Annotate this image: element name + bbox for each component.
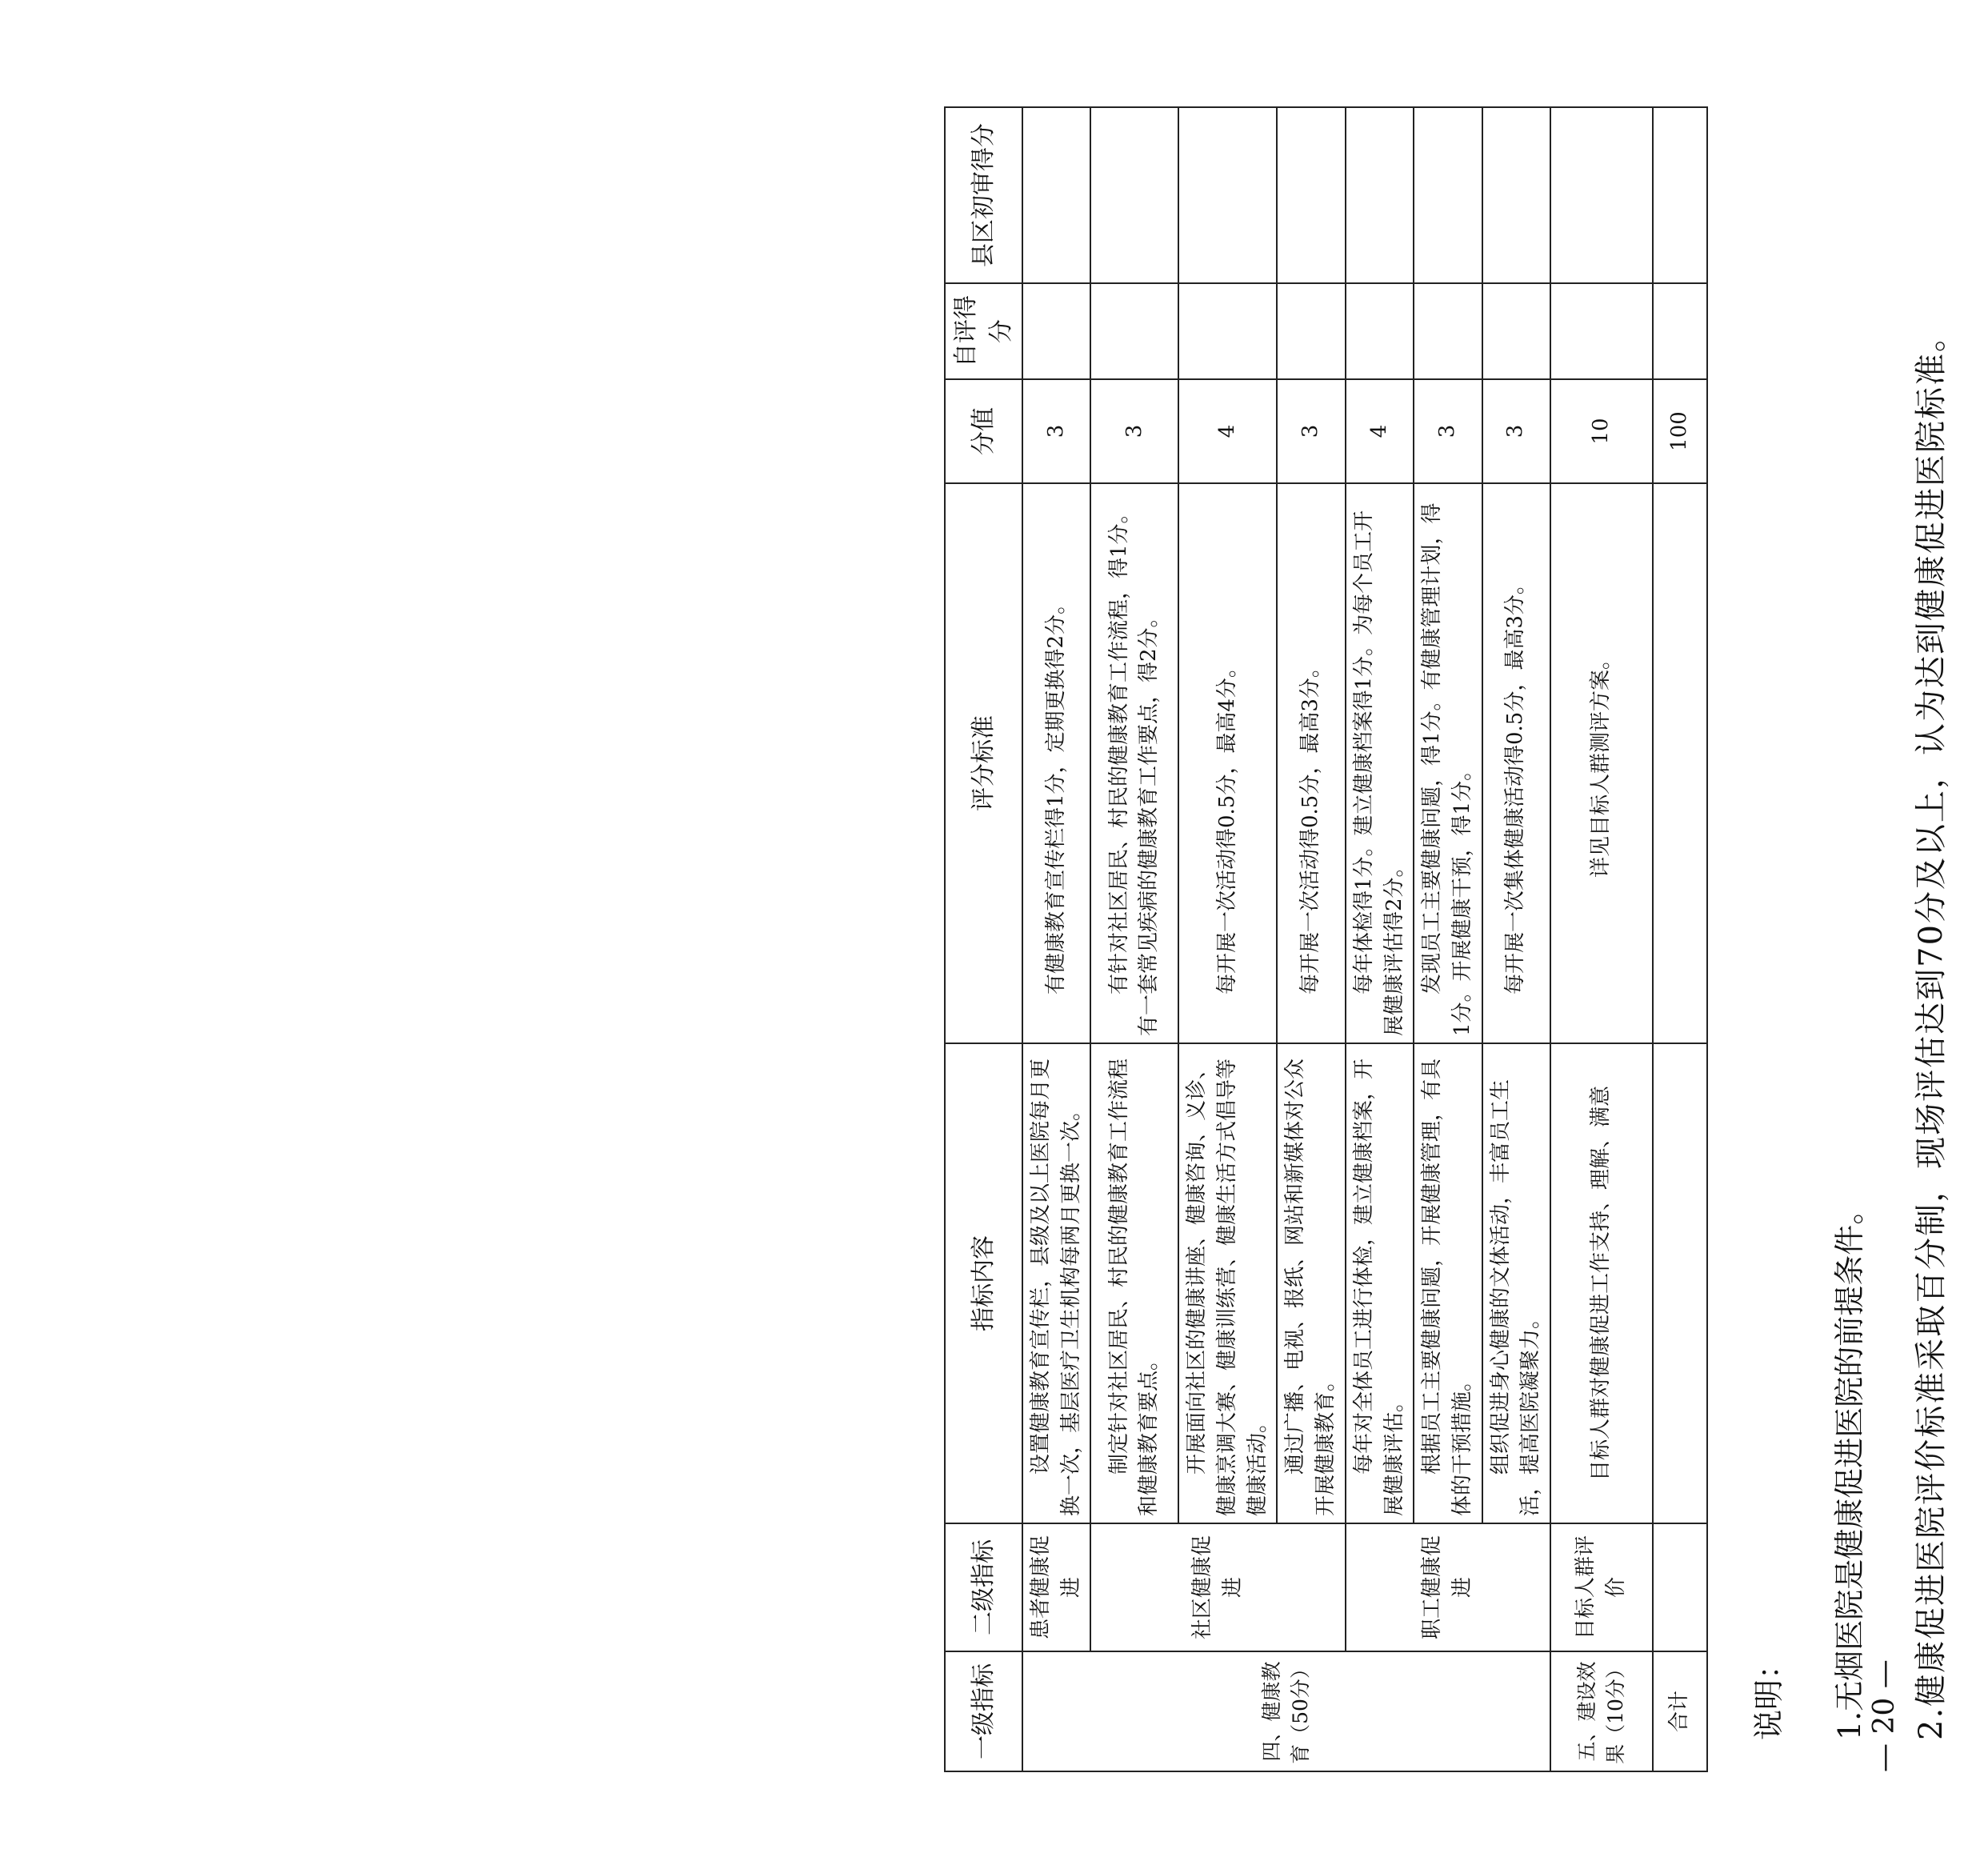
county-score-cell — [1482, 107, 1550, 283]
header-self-score: 自评得分 — [945, 283, 1022, 379]
header-criteria: 评分标准 — [945, 483, 1022, 1043]
content-cell: 每年对全体员工进行体检，建立健康档案，开展健康评估。 — [1346, 1043, 1414, 1523]
county-score-cell — [1414, 107, 1482, 283]
criteria-cell — [1653, 483, 1707, 1043]
county-score-cell — [1653, 107, 1707, 283]
self-score-cell — [1090, 283, 1178, 379]
level2-cell — [1653, 1523, 1707, 1651]
self-score-cell — [1346, 283, 1414, 379]
score-cell: 3 — [1482, 379, 1550, 483]
header-score: 分值 — [945, 379, 1022, 483]
notes-heading: 说明： — [1751, 1648, 1786, 1740]
total-score: 100 — [1653, 379, 1707, 483]
level2-cell: 职工健康促进 — [1346, 1523, 1550, 1651]
page-number: — 20 — — [1868, 1659, 1901, 1772]
score-cell: 4 — [1346, 379, 1414, 483]
county-score-cell — [1178, 107, 1277, 283]
score-cell: 4 — [1178, 379, 1277, 483]
criteria-cell: 有针对社区居民、村民的健康教育工作流程，得1分。有一套常见疾病的健康教育工作要点，得2分。 — [1090, 483, 1178, 1043]
self-score-cell — [1550, 283, 1653, 379]
criteria-cell: 发现员工主要健康问题，得1分。有健康管理计划，得1分。开展健康干预，得1分。 — [1414, 483, 1482, 1043]
total-label: 合计 — [1653, 1651, 1707, 1771]
rotated-page — [944, 108, 1950, 1772]
note-item: 1.无烟医院是健康促进医院的前提条件。 — [1832, 1194, 1867, 1740]
score-cell: 10 — [1550, 379, 1653, 483]
level1-construction-effect: 五、建设效果（10分） — [1550, 1651, 1653, 1771]
level2-cell: 社区健康促进 — [1090, 1523, 1345, 1651]
table-row — [1414, 107, 1482, 1771]
self-score-cell — [1653, 283, 1707, 379]
table-row — [1277, 107, 1345, 1771]
county-score-cell — [1346, 107, 1414, 283]
self-score-cell — [1022, 283, 1090, 379]
criteria-cell: 每开展一次集体健康活动得0.5分，最高3分。 — [1482, 483, 1550, 1043]
content-cell: 开展面向社区的健康讲座、健康咨询、义诊、健康烹调大赛、健康训练营、健康生活方式倡导等健康活动。 — [1178, 1043, 1277, 1523]
score-cell: 3 — [1414, 379, 1482, 483]
criteria-cell: 有健康教育宣传栏得1分，定期更换得2分。 — [1022, 483, 1090, 1043]
header-level1: 一级指标 — [945, 1651, 1022, 1771]
content-cell: 组织促进身心健康的文体活动，丰富员工生活，提高医院凝聚力。 — [1482, 1043, 1550, 1523]
criteria-cell: 详见目标人群测评方案。 — [1550, 483, 1653, 1043]
score-cell: 3 — [1022, 379, 1090, 483]
table-row — [1482, 107, 1550, 1771]
table-row — [1178, 107, 1277, 1771]
content-cell: 设置健康教育宣传栏，县级及以上医院每月更换一次，基层医疗卫生机构每两月更换一次。 — [1022, 1043, 1090, 1523]
level2-cell: 目标人群评价 — [1550, 1523, 1653, 1651]
notes-section — [1744, 140, 1988, 1740]
table-total-row — [1653, 107, 1707, 1771]
level1-health-education: 四、健康教育（50分） — [1022, 1651, 1550, 1771]
evaluation-table — [944, 106, 1708, 1772]
content-cell — [1653, 1043, 1707, 1523]
table-row — [1022, 107, 1090, 1771]
table-row — [1550, 107, 1653, 1771]
header-county-score: 县区初审得分 — [945, 107, 1022, 283]
criteria-cell: 每开展一次活动得0.5分，最高3分。 — [1277, 483, 1345, 1043]
criteria-cell: 每开展一次活动得0.5分，最高4分。 — [1178, 483, 1277, 1043]
criteria-cell: 每年体检得1分。建立健康档案得1分。为每个员工开展健康评估得2分。 — [1346, 483, 1414, 1043]
self-score-cell — [1277, 283, 1345, 379]
self-score-cell — [1178, 283, 1277, 379]
content-cell: 制定针对社区居民、村民的健康教育工作流程和健康教育要点。 — [1090, 1043, 1178, 1523]
content-cell: 目标人群对健康促进工作支持、理解、满意 — [1550, 1043, 1653, 1523]
content-cell: 通过广播、电视、报纸、网站和新媒体对公众开展健康教育。 — [1277, 1043, 1345, 1523]
county-score-cell — [1277, 107, 1345, 283]
county-score-cell — [1022, 107, 1090, 283]
level2-cell: 患者健康促进 — [1022, 1523, 1090, 1651]
score-cell: 3 — [1090, 379, 1178, 483]
score-cell: 3 — [1277, 379, 1345, 483]
note-item: 2.健康促进医院评价标准采取百分制，现场评估达到70分及以上，认为达到健康促进医院标准。 — [1913, 318, 1950, 1740]
county-score-cell — [1090, 107, 1178, 283]
self-score-cell — [1482, 283, 1550, 379]
content-cell: 根据员工主要健康问题，开展健康管理，有具体的干预措施。 — [1414, 1043, 1482, 1523]
table-row — [1346, 107, 1414, 1771]
county-score-cell — [1550, 107, 1653, 283]
table-header-row — [945, 107, 1022, 1771]
table-row — [1090, 107, 1178, 1771]
header-content: 指标内容 — [945, 1043, 1022, 1523]
header-level2: 二级指标 — [945, 1523, 1022, 1651]
self-score-cell — [1414, 283, 1482, 379]
